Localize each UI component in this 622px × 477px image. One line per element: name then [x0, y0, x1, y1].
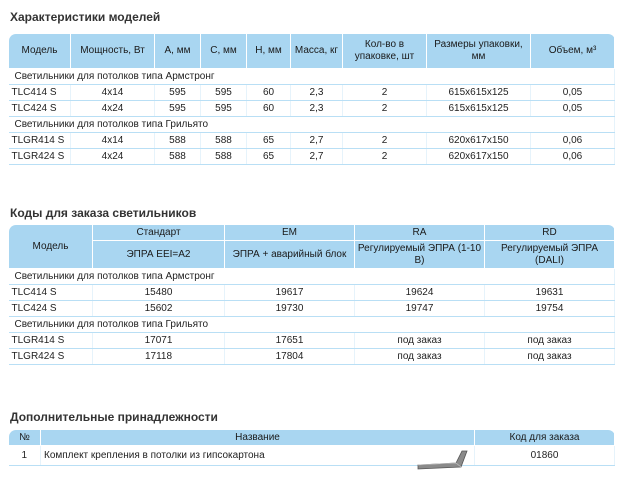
table-row [9, 149, 615, 165]
col-header-model: Модель [9, 34, 71, 69]
group-label-armstrong: Светильники для потолков типа Армстронг [9, 269, 615, 285]
cell-pack-size: 620x617x150 [427, 133, 531, 149]
table-row [9, 446, 615, 466]
cell-pack-size: 615x615x125 [427, 101, 531, 117]
col-header-rd: RD [485, 225, 615, 241]
col-header-ra: RA [355, 225, 485, 241]
group-label-grilyato: Светильники для потолков типа Грильято [9, 117, 615, 133]
cell-c: 595 [201, 101, 247, 117]
table-row [9, 85, 615, 101]
col-header-c: С, мм [201, 34, 247, 69]
col-header-standard: Стандарт [93, 225, 225, 241]
mounting-bracket-icon [412, 445, 470, 471]
cell-volume: 0,06 [531, 133, 615, 149]
section-title-order-codes: Коды для заказа светильников [10, 206, 197, 220]
cell-volume: 0,06 [531, 149, 615, 165]
col-header-volume: Объем, м³ [531, 34, 615, 69]
cell-name: Комплект крепления в потолки из гипсокартона [41, 446, 475, 466]
cell-volume: 0,05 [531, 101, 615, 117]
cell-rd: под заказ [485, 333, 615, 349]
cell-model: TLC414 S [9, 85, 71, 101]
cell-c: 595 [201, 85, 247, 101]
cell-mass: 2,7 [291, 133, 343, 149]
cell-power: 4x14 [71, 85, 155, 101]
cell-qty: 2 [343, 85, 427, 101]
section-title-characteristics: Характеристики моделей [10, 10, 161, 24]
cell-qty: 2 [343, 133, 427, 149]
cell-rd: под заказ [485, 349, 615, 365]
col-header-a: А, мм [155, 34, 201, 69]
cell-volume: 0,05 [531, 85, 615, 101]
order-codes-table [8, 224, 615, 365]
table-row [9, 133, 615, 149]
col-header-mass: Масса, кг [291, 34, 343, 69]
cell-rd: 19754 [485, 301, 615, 317]
cell-pack-size: 620x617x150 [427, 149, 531, 165]
cell-qty: 2 [343, 149, 427, 165]
cell-order-code: 01860 [475, 446, 615, 466]
cell-c: 588 [201, 149, 247, 165]
col-header-power: Мощность, Вт [71, 34, 155, 69]
cell-model: TLC424 S [9, 101, 71, 117]
group-label-grilyato: Светильники для потолков типа Грильято [9, 317, 615, 333]
col-header-number: № [9, 430, 41, 446]
cell-power: 4x24 [71, 149, 155, 165]
cell-ra: 19747 [355, 301, 485, 317]
table-row [9, 333, 615, 349]
table-row [9, 285, 615, 301]
cell-model: TLGR414 S [9, 333, 93, 349]
subheader-em: ЭПРА + аварийный блок [225, 241, 355, 269]
cell-mass: 2,7 [291, 149, 343, 165]
subheader-standard: ЭПРА EEI=A2 [93, 241, 225, 269]
cell-model: TLGR424 S [9, 349, 93, 365]
cell-a: 588 [155, 149, 201, 165]
cell-qty: 2 [343, 101, 427, 117]
cell-number: 1 [9, 446, 41, 466]
subheader-rd: Регулируемый ЭПРА (DALI) [485, 241, 615, 269]
cell-a: 595 [155, 85, 201, 101]
table-row [9, 301, 615, 317]
col-header-order-code: Код для заказа [475, 430, 615, 446]
cell-power: 4x24 [71, 101, 155, 117]
table-row [9, 349, 615, 365]
col-header-h: Н, мм [247, 34, 291, 69]
cell-h: 60 [247, 85, 291, 101]
cell-em: 19730 [225, 301, 355, 317]
cell-ra: 19624 [355, 285, 485, 301]
cell-em: 19617 [225, 285, 355, 301]
cell-a: 595 [155, 101, 201, 117]
cell-em: 17804 [225, 349, 355, 365]
cell-standard: 15480 [93, 285, 225, 301]
cell-a: 588 [155, 133, 201, 149]
cell-c: 588 [201, 133, 247, 149]
cell-standard: 17118 [93, 349, 225, 365]
cell-h: 65 [247, 133, 291, 149]
accessories-table [8, 429, 615, 466]
characteristics-table [8, 33, 615, 165]
cell-em: 17651 [225, 333, 355, 349]
col-header-qty: Кол-во в упаковке, шт [343, 34, 427, 69]
col-header-em: EM [225, 225, 355, 241]
table-row [9, 101, 615, 117]
cell-standard: 17071 [93, 333, 225, 349]
cell-model: TLC424 S [9, 301, 93, 317]
col-header-pack-size: Размеры упаковки, мм [427, 34, 531, 69]
cell-rd: 19631 [485, 285, 615, 301]
cell-ra: под заказ [355, 333, 485, 349]
cell-ra: под заказ [355, 349, 485, 365]
group-label-armstrong: Светильники для потолков типа Армстронг [9, 69, 615, 85]
cell-pack-size: 615x615x125 [427, 85, 531, 101]
cell-mass: 2,3 [291, 85, 343, 101]
subheader-ra: Регулируемый ЭПРА (1-10 В) [355, 241, 485, 269]
cell-model: TLGR414 S [9, 133, 71, 149]
cell-mass: 2,3 [291, 101, 343, 117]
cell-h: 60 [247, 101, 291, 117]
col-header-model: Модель [9, 225, 93, 269]
cell-model: TLC414 S [9, 285, 93, 301]
cell-standard: 15602 [93, 301, 225, 317]
cell-power: 4x14 [71, 133, 155, 149]
cell-h: 65 [247, 149, 291, 165]
cell-model: TLGR424 S [9, 149, 71, 165]
section-title-accessories: Дополнительные принадлежности [10, 410, 218, 424]
col-header-name: Название [41, 430, 475, 446]
